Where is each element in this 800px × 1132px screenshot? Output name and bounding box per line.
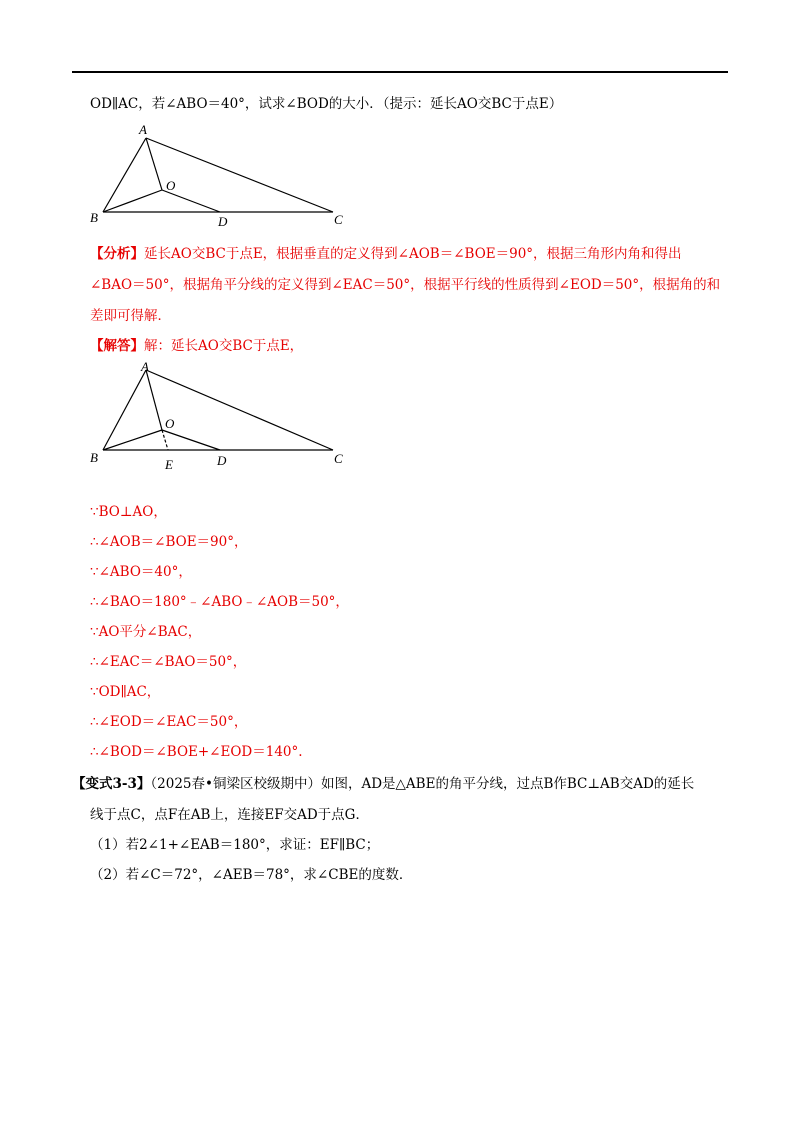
segment-ao [146, 370, 162, 430]
solution-tag: 【解答】 [90, 338, 144, 354]
label-c: C [334, 451, 343, 466]
analysis-tag: 【分析】 [90, 246, 144, 262]
header-rule [72, 71, 728, 73]
solution-step: ∵AO平分∠BAC， [90, 624, 202, 640]
solution-step: ∴∠BAO＝180°﹣∠ABO﹣∠AOB＝50°， [90, 594, 349, 610]
solution-intro: 【解答】解：延长AO交BC于点E， [90, 338, 304, 354]
variant-question-2: （2）若∠C＝72°，∠AEB＝78°，求∠CBE的度数． [90, 867, 413, 883]
figure-2-triangle [86, 358, 356, 478]
segment-ao [146, 138, 162, 190]
variant-tag: 【变式3-3】 [72, 776, 151, 792]
label-d: D [218, 214, 228, 229]
solution-step: ∵BO⊥AO， [90, 504, 167, 520]
solution-step: ∴∠BOD＝∠BOE+∠EOD＝140°. [90, 744, 303, 760]
segment-oe-dashed [162, 430, 168, 450]
label-a: A [139, 122, 147, 137]
figure-1-triangle [86, 120, 356, 230]
label-b: B [90, 210, 98, 225]
segment-od [162, 430, 220, 450]
label-a: A [141, 359, 149, 374]
label-o: O [166, 178, 176, 193]
solution-step: ∴∠EOD＝∠EAC＝50°， [90, 714, 248, 730]
variant-line-2: 线于点C，点F在AB上，连接EF交AD于点G． [90, 807, 369, 823]
label-b: B [90, 450, 98, 465]
segment-ac [146, 370, 333, 450]
analysis-line-3: 差即可得解． [90, 308, 171, 324]
problem-tail: OD∥AC，若∠ABO＝40°，试求∠BOD的大小．（提示：延长AO交BC于点E） [90, 96, 563, 112]
analysis-line-1: 【分析】延长AO交BC于点E，根据垂直的定义得到∠AOB＝∠BOE＝90°，根据三角形内角和得出 [90, 246, 682, 262]
segment-ac [146, 138, 333, 212]
variant-question-1: （1）若2∠1+∠EAB＝180°，求证：EF∥BC； [90, 837, 380, 853]
label-e: E [165, 457, 173, 472]
variant-line-1: 【变式3-3】（2025春•铜梁区校级期中）如图，AD是△ABE的角平分线，过点B作BC⊥AB交AD的延长 [72, 776, 695, 792]
segment-od [162, 190, 220, 212]
solution-step: ∴∠AOB＝∠BOE＝90°， [90, 534, 248, 550]
solution-step: ∴∠EAC＝∠BAO＝50°， [90, 654, 247, 670]
segment-ab [103, 138, 146, 212]
solution-step: ∵OD∥AC， [90, 684, 161, 700]
label-d: D [217, 453, 227, 468]
segment-bo [103, 190, 162, 212]
solution-step: ∵∠ABO＝40°， [90, 564, 192, 580]
analysis-line-2: ∠BAO＝50°，根据角平分线的定义得到∠EAC＝50°，根据平行线的性质得到∠EOD＝50°，根据角的和 [90, 277, 721, 293]
label-o: O [165, 416, 175, 431]
label-c: C [334, 212, 343, 227]
